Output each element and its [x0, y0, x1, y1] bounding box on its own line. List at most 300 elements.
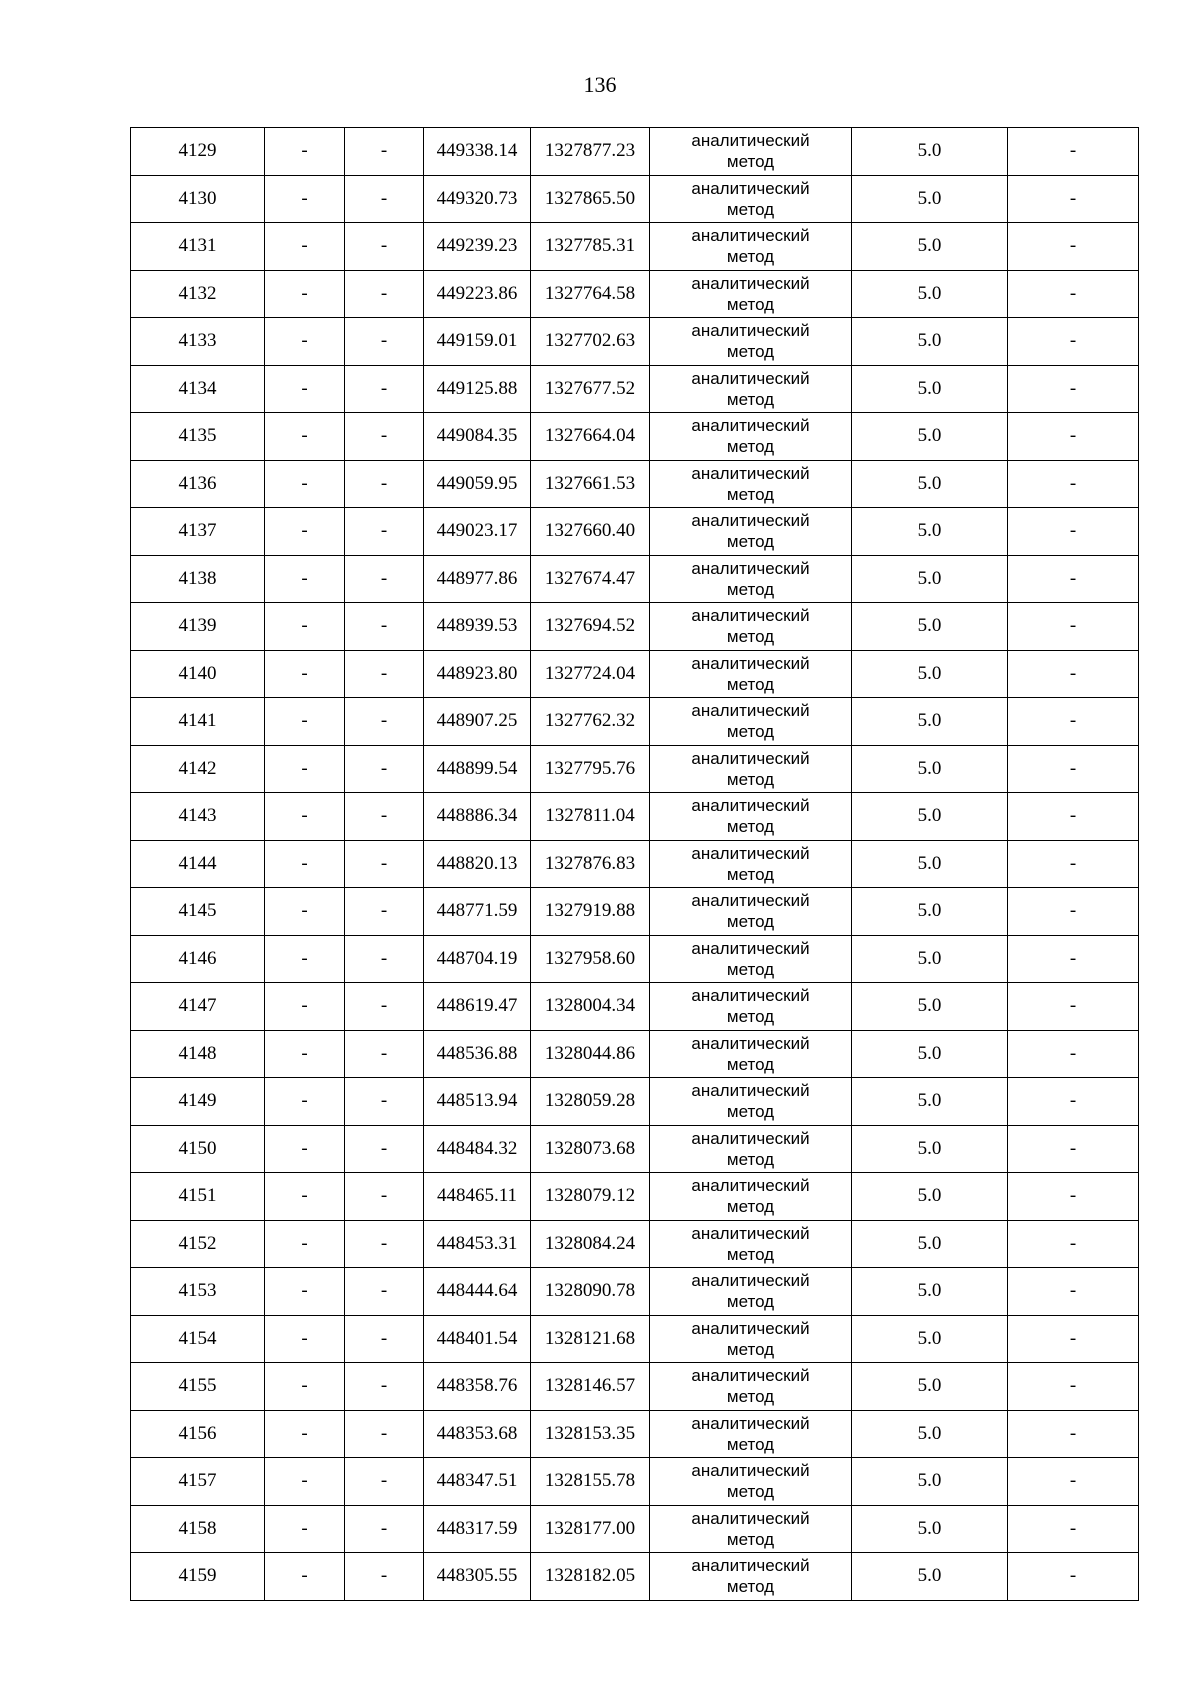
- x-coordinate-cell: 448619.47: [424, 983, 531, 1031]
- table-row: [131, 983, 1139, 1031]
- accuracy-cell: 5.0: [852, 318, 1008, 366]
- point-number-cell: 4144: [131, 840, 265, 888]
- empty-field-cell: -: [265, 318, 345, 366]
- x-coordinate-cell: 448358.76: [424, 1363, 531, 1411]
- x-coordinate-cell: 448771.59: [424, 888, 531, 936]
- point-number-cell: 4131: [131, 223, 265, 271]
- note-cell: -: [1008, 698, 1139, 746]
- method-line-2: метод: [726, 1054, 775, 1074]
- x-coordinate-cell: 448353.68: [424, 1410, 531, 1458]
- method-line-2: метод: [726, 1007, 775, 1027]
- method-line-1: аналитический: [691, 748, 810, 768]
- method-line-2: метод: [726, 342, 775, 362]
- method-cell: [650, 1078, 852, 1126]
- method-line-1: аналитический: [691, 1033, 810, 1053]
- x-coordinate-cell: 449159.01: [424, 318, 531, 366]
- note-cell: -: [1008, 840, 1139, 888]
- empty-field-cell: -: [265, 508, 345, 556]
- method-line-2: метод: [726, 1292, 775, 1312]
- note-cell: -: [1008, 1315, 1139, 1363]
- empty-field-cell: -: [345, 1125, 424, 1173]
- table-row: [131, 840, 1139, 888]
- x-coordinate-cell: 448347.51: [424, 1458, 531, 1506]
- coordinates-table: [130, 127, 1139, 1601]
- point-number-cell: 4153: [131, 1268, 265, 1316]
- point-number-cell: 4134: [131, 365, 265, 413]
- method-cell: [650, 1410, 852, 1458]
- note-cell: -: [1008, 555, 1139, 603]
- method-line-2: метод: [726, 437, 775, 457]
- method-line-1: аналитический: [691, 273, 810, 293]
- note-cell: -: [1008, 1458, 1139, 1506]
- empty-field-cell: -: [345, 1410, 424, 1458]
- table-row: [131, 603, 1139, 651]
- note-cell: -: [1008, 508, 1139, 556]
- method-line-2: метод: [726, 579, 775, 599]
- method-cell: [650, 128, 852, 176]
- method-line-2: метод: [726, 864, 775, 884]
- accuracy-cell: 5.0: [852, 413, 1008, 461]
- empty-field-cell: -: [345, 365, 424, 413]
- x-coordinate-cell: 449223.86: [424, 270, 531, 318]
- y-coordinate-cell: 1327664.04: [531, 413, 650, 461]
- accuracy-cell: 5.0: [852, 1505, 1008, 1553]
- accuracy-cell: 5.0: [852, 128, 1008, 176]
- empty-field-cell: -: [345, 603, 424, 651]
- method-line-2: метод: [726, 199, 775, 219]
- note-cell: -: [1008, 1173, 1139, 1221]
- empty-field-cell: -: [345, 840, 424, 888]
- x-coordinate-cell: 448444.64: [424, 1268, 531, 1316]
- accuracy-cell: 5.0: [852, 935, 1008, 983]
- method-line-2: метод: [726, 769, 775, 789]
- method-line-2: метод: [726, 1244, 775, 1264]
- accuracy-cell: 5.0: [852, 983, 1008, 1031]
- method-line-2: метод: [726, 1482, 775, 1502]
- empty-field-cell: -: [265, 1125, 345, 1173]
- accuracy-cell: 5.0: [852, 1410, 1008, 1458]
- empty-field-cell: -: [265, 1030, 345, 1078]
- empty-field-cell: -: [265, 1505, 345, 1553]
- table-row: [131, 698, 1139, 746]
- method-cell: [650, 555, 852, 603]
- method-line-1: аналитический: [691, 1366, 810, 1386]
- empty-field-cell: -: [265, 175, 345, 223]
- table-row: [131, 555, 1139, 603]
- method-line-1: аналитический: [691, 368, 810, 388]
- method-line-2: метод: [726, 1149, 775, 1169]
- method-cell: [650, 1363, 852, 1411]
- point-number-cell: 4155: [131, 1363, 265, 1411]
- accuracy-cell: 5.0: [852, 1030, 1008, 1078]
- point-number-cell: 4132: [131, 270, 265, 318]
- y-coordinate-cell: 1328121.68: [531, 1315, 650, 1363]
- note-cell: -: [1008, 1220, 1139, 1268]
- point-number-cell: 4158: [131, 1505, 265, 1553]
- empty-field-cell: -: [345, 1268, 424, 1316]
- table-row: [131, 175, 1139, 223]
- empty-field-cell: -: [265, 1268, 345, 1316]
- table-row: [131, 888, 1139, 936]
- y-coordinate-cell: 1327876.83: [531, 840, 650, 888]
- method-cell: [650, 603, 852, 651]
- method-line-1: аналитический: [691, 416, 810, 436]
- note-cell: -: [1008, 1078, 1139, 1126]
- y-coordinate-cell: 1327762.32: [531, 698, 650, 746]
- method-cell: [650, 840, 852, 888]
- table-row: [131, 935, 1139, 983]
- empty-field-cell: -: [345, 1173, 424, 1221]
- method-line-2: метод: [726, 1529, 775, 1549]
- empty-field-cell: -: [265, 1220, 345, 1268]
- y-coordinate-cell: 1327958.60: [531, 935, 650, 983]
- note-cell: -: [1008, 460, 1139, 508]
- method-cell: [650, 1553, 852, 1601]
- method-line-2: метод: [726, 1434, 775, 1454]
- y-coordinate-cell: 1328079.12: [531, 1173, 650, 1221]
- method-cell: [650, 793, 852, 841]
- x-coordinate-cell: 448465.11: [424, 1173, 531, 1221]
- x-coordinate-cell: 448939.53: [424, 603, 531, 651]
- y-coordinate-cell: 1327724.04: [531, 650, 650, 698]
- empty-field-cell: -: [345, 935, 424, 983]
- y-coordinate-cell: 1328004.34: [531, 983, 650, 1031]
- table-row: [131, 1030, 1139, 1078]
- empty-field-cell: -: [345, 413, 424, 461]
- empty-field-cell: -: [265, 270, 345, 318]
- x-coordinate-cell: 448977.86: [424, 555, 531, 603]
- x-coordinate-cell: 448820.13: [424, 840, 531, 888]
- method-line-2: метод: [726, 722, 775, 742]
- method-line-1: аналитический: [691, 1128, 810, 1148]
- table-row: [131, 413, 1139, 461]
- method-line-1: аналитический: [691, 558, 810, 578]
- empty-field-cell: -: [265, 413, 345, 461]
- y-coordinate-cell: 1327865.50: [531, 175, 650, 223]
- method-cell: [650, 1458, 852, 1506]
- table-row: [131, 650, 1139, 698]
- method-line-2: метод: [726, 1577, 775, 1597]
- x-coordinate-cell: 448536.88: [424, 1030, 531, 1078]
- table-row: [131, 508, 1139, 556]
- accuracy-cell: 5.0: [852, 508, 1008, 556]
- empty-field-cell: -: [345, 1078, 424, 1126]
- accuracy-cell: 5.0: [852, 603, 1008, 651]
- point-number-cell: 4140: [131, 650, 265, 698]
- point-number-cell: 4157: [131, 1458, 265, 1506]
- y-coordinate-cell: 1327811.04: [531, 793, 650, 841]
- table-body: [131, 128, 1139, 1601]
- y-coordinate-cell: 1327660.40: [531, 508, 650, 556]
- empty-field-cell: -: [265, 365, 345, 413]
- method-line-1: аналитический: [691, 1081, 810, 1101]
- note-cell: -: [1008, 745, 1139, 793]
- note-cell: -: [1008, 128, 1139, 176]
- note-cell: -: [1008, 603, 1139, 651]
- method-cell: [650, 983, 852, 1031]
- empty-field-cell: -: [265, 745, 345, 793]
- accuracy-cell: 5.0: [852, 1268, 1008, 1316]
- method-line-1: аналитический: [691, 653, 810, 673]
- y-coordinate-cell: 1327877.23: [531, 128, 650, 176]
- method-cell: [650, 175, 852, 223]
- method-line-1: аналитический: [691, 178, 810, 198]
- accuracy-cell: 5.0: [852, 1458, 1008, 1506]
- accuracy-cell: 5.0: [852, 1173, 1008, 1221]
- empty-field-cell: -: [345, 270, 424, 318]
- y-coordinate-cell: 1328182.05: [531, 1553, 650, 1601]
- accuracy-cell: 5.0: [852, 555, 1008, 603]
- x-coordinate-cell: 449239.23: [424, 223, 531, 271]
- page-number: 136: [583, 72, 617, 97]
- note-cell: -: [1008, 983, 1139, 1031]
- method-cell: [650, 1505, 852, 1553]
- method-line-1: аналитический: [691, 796, 810, 816]
- y-coordinate-cell: 1328059.28: [531, 1078, 650, 1126]
- note-cell: -: [1008, 365, 1139, 413]
- y-coordinate-cell: 1328084.24: [531, 1220, 650, 1268]
- empty-field-cell: -: [345, 555, 424, 603]
- method-cell: [650, 508, 852, 556]
- point-number-cell: 4154: [131, 1315, 265, 1363]
- point-number-cell: 4150: [131, 1125, 265, 1173]
- empty-field-cell: -: [345, 698, 424, 746]
- method-line-2: метод: [726, 247, 775, 267]
- note-cell: -: [1008, 888, 1139, 936]
- empty-field-cell: -: [265, 698, 345, 746]
- x-coordinate-cell: 448886.34: [424, 793, 531, 841]
- empty-field-cell: -: [345, 460, 424, 508]
- accuracy-cell: 5.0: [852, 365, 1008, 413]
- method-cell: [650, 1268, 852, 1316]
- point-number-cell: 4142: [131, 745, 265, 793]
- empty-field-cell: -: [265, 460, 345, 508]
- x-coordinate-cell: 448305.55: [424, 1553, 531, 1601]
- point-number-cell: 4129: [131, 128, 265, 176]
- empty-field-cell: -: [265, 223, 345, 271]
- empty-field-cell: -: [265, 1173, 345, 1221]
- note-cell: -: [1008, 1030, 1139, 1078]
- x-coordinate-cell: 448899.54: [424, 745, 531, 793]
- method-line-2: метод: [726, 959, 775, 979]
- note-cell: -: [1008, 793, 1139, 841]
- y-coordinate-cell: 1327919.88: [531, 888, 650, 936]
- point-number-cell: 4149: [131, 1078, 265, 1126]
- table-row: [131, 1458, 1139, 1506]
- x-coordinate-cell: 449023.17: [424, 508, 531, 556]
- method-line-2: метод: [726, 389, 775, 409]
- accuracy-cell: 5.0: [852, 270, 1008, 318]
- method-line-2: метод: [726, 1197, 775, 1217]
- note-cell: -: [1008, 1505, 1139, 1553]
- empty-field-cell: -: [265, 650, 345, 698]
- method-line-1: аналитический: [691, 606, 810, 626]
- accuracy-cell: 5.0: [852, 840, 1008, 888]
- y-coordinate-cell: 1328073.68: [531, 1125, 650, 1173]
- method-cell: [650, 1173, 852, 1221]
- empty-field-cell: -: [345, 175, 424, 223]
- accuracy-cell: 5.0: [852, 460, 1008, 508]
- x-coordinate-cell: 448513.94: [424, 1078, 531, 1126]
- method-line-2: метод: [726, 532, 775, 552]
- empty-field-cell: -: [345, 128, 424, 176]
- accuracy-cell: 5.0: [852, 1553, 1008, 1601]
- table-row: [131, 1363, 1139, 1411]
- x-coordinate-cell: 448453.31: [424, 1220, 531, 1268]
- method-cell: [650, 318, 852, 366]
- table-row: [131, 365, 1139, 413]
- empty-field-cell: -: [265, 1410, 345, 1458]
- method-line-1: аналитический: [691, 131, 810, 151]
- point-number-cell: 4148: [131, 1030, 265, 1078]
- method-line-1: аналитический: [691, 321, 810, 341]
- empty-field-cell: -: [265, 128, 345, 176]
- method-line-2: метод: [726, 817, 775, 837]
- accuracy-cell: 5.0: [852, 1078, 1008, 1126]
- point-number-cell: 4143: [131, 793, 265, 841]
- accuracy-cell: 5.0: [852, 698, 1008, 746]
- table-row: [131, 793, 1139, 841]
- accuracy-cell: 5.0: [852, 175, 1008, 223]
- table-row: [131, 1173, 1139, 1221]
- method-line-1: аналитический: [691, 1413, 810, 1433]
- point-number-cell: 4147: [131, 983, 265, 1031]
- x-coordinate-cell: 448704.19: [424, 935, 531, 983]
- method-cell: [650, 698, 852, 746]
- point-number-cell: 4141: [131, 698, 265, 746]
- y-coordinate-cell: 1327694.52: [531, 603, 650, 651]
- method-cell: [650, 413, 852, 461]
- point-number-cell: 4136: [131, 460, 265, 508]
- table-row: [131, 1505, 1139, 1553]
- method-cell: [650, 460, 852, 508]
- empty-field-cell: -: [345, 1553, 424, 1601]
- x-coordinate-cell: 449059.95: [424, 460, 531, 508]
- x-coordinate-cell: 449084.35: [424, 413, 531, 461]
- point-number-cell: 4138: [131, 555, 265, 603]
- y-coordinate-cell: 1328044.86: [531, 1030, 650, 1078]
- empty-field-cell: -: [345, 1030, 424, 1078]
- method-cell: [650, 223, 852, 271]
- method-line-2: метод: [726, 627, 775, 647]
- x-coordinate-cell: 449125.88: [424, 365, 531, 413]
- note-cell: -: [1008, 223, 1139, 271]
- empty-field-cell: -: [345, 1315, 424, 1363]
- y-coordinate-cell: 1328153.35: [531, 1410, 650, 1458]
- table-row: [131, 460, 1139, 508]
- empty-field-cell: -: [265, 603, 345, 651]
- method-cell: [650, 745, 852, 793]
- empty-field-cell: -: [265, 555, 345, 603]
- x-coordinate-cell: 448484.32: [424, 1125, 531, 1173]
- y-coordinate-cell: 1328090.78: [531, 1268, 650, 1316]
- method-cell: [650, 935, 852, 983]
- table-row: [131, 1078, 1139, 1126]
- accuracy-cell: 5.0: [852, 1363, 1008, 1411]
- empty-field-cell: -: [345, 318, 424, 366]
- accuracy-cell: 5.0: [852, 1220, 1008, 1268]
- accuracy-cell: 5.0: [852, 745, 1008, 793]
- y-coordinate-cell: 1327764.58: [531, 270, 650, 318]
- method-cell: [650, 888, 852, 936]
- method-line-1: аналитический: [691, 986, 810, 1006]
- point-number-cell: 4137: [131, 508, 265, 556]
- y-coordinate-cell: 1327702.63: [531, 318, 650, 366]
- point-number-cell: 4145: [131, 888, 265, 936]
- method-cell: [650, 365, 852, 413]
- table-row: [131, 1553, 1139, 1601]
- x-coordinate-cell: 449320.73: [424, 175, 531, 223]
- note-cell: -: [1008, 175, 1139, 223]
- method-line-1: аналитический: [691, 463, 810, 483]
- accuracy-cell: 5.0: [852, 888, 1008, 936]
- method-line-1: аналитический: [691, 843, 810, 863]
- point-number-cell: 4152: [131, 1220, 265, 1268]
- method-line-2: метод: [726, 294, 775, 314]
- x-coordinate-cell: 448317.59: [424, 1505, 531, 1553]
- method-line-1: аналитический: [691, 1556, 810, 1576]
- method-line-2: метод: [726, 912, 775, 932]
- point-number-cell: 4130: [131, 175, 265, 223]
- method-line-1: аналитический: [691, 891, 810, 911]
- point-number-cell: 4135: [131, 413, 265, 461]
- note-cell: -: [1008, 270, 1139, 318]
- point-number-cell: 4151: [131, 1173, 265, 1221]
- accuracy-cell: 5.0: [852, 1125, 1008, 1173]
- table-row: [131, 1220, 1139, 1268]
- y-coordinate-cell: 1328177.00: [531, 1505, 650, 1553]
- note-cell: -: [1008, 1268, 1139, 1316]
- note-cell: -: [1008, 1553, 1139, 1601]
- table-row: [131, 1410, 1139, 1458]
- method-line-1: аналитический: [691, 226, 810, 246]
- method-line-2: метод: [726, 1102, 775, 1122]
- method-cell: [650, 1030, 852, 1078]
- method-cell: [650, 1125, 852, 1173]
- x-coordinate-cell: 448907.25: [424, 698, 531, 746]
- empty-field-cell: -: [345, 1363, 424, 1411]
- empty-field-cell: -: [345, 745, 424, 793]
- empty-field-cell: -: [265, 1553, 345, 1601]
- method-line-1: аналитический: [691, 1271, 810, 1291]
- empty-field-cell: -: [265, 1078, 345, 1126]
- empty-field-cell: -: [265, 1458, 345, 1506]
- table-row: [131, 1268, 1139, 1316]
- note-cell: -: [1008, 650, 1139, 698]
- method-line-1: аналитический: [691, 1508, 810, 1528]
- note-cell: -: [1008, 1410, 1139, 1458]
- empty-field-cell: -: [265, 983, 345, 1031]
- table-row: [131, 745, 1139, 793]
- y-coordinate-cell: 1327785.31: [531, 223, 650, 271]
- method-line-1: аналитический: [691, 1176, 810, 1196]
- method-cell: [650, 270, 852, 318]
- empty-field-cell: -: [345, 888, 424, 936]
- accuracy-cell: 5.0: [852, 1315, 1008, 1363]
- table-row: [131, 270, 1139, 318]
- method-cell: [650, 1315, 852, 1363]
- table-row: [131, 1125, 1139, 1173]
- empty-field-cell: -: [265, 1315, 345, 1363]
- method-line-1: аналитический: [691, 511, 810, 531]
- empty-field-cell: -: [265, 888, 345, 936]
- empty-field-cell: -: [345, 1458, 424, 1506]
- empty-field-cell: -: [345, 793, 424, 841]
- method-cell: [650, 1220, 852, 1268]
- method-line-2: метод: [726, 1387, 775, 1407]
- x-coordinate-cell: 448923.80: [424, 650, 531, 698]
- empty-field-cell: -: [345, 650, 424, 698]
